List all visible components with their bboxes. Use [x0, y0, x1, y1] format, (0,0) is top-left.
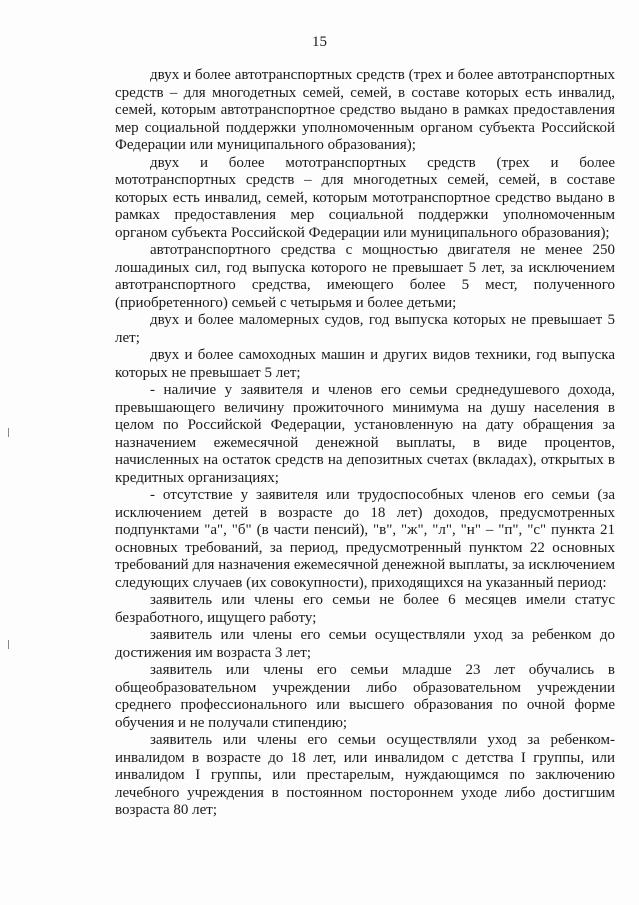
paragraph: - отсутствие у заявителя или трудоспособных членов его семьи (за исключением детей в возрасте до 18 лет) доходов, предусмотренных подпунктами "а", "б" (в части пенсий), "в", "ж", "л", "н" – "п", "с" пункта 21 основных требований, за период, предусмотренный пунктом 22 основных требований для назначения ежемесячной денежной выплаты, за исключением следующих случаев (их совокупности), приходящихся на указанный период:: [115, 487, 615, 591]
paragraph: заявитель или члены его семьи осуществляли уход за ребенком-инвалидом в возрасте до 18 лет, или инвалидом с детства I группы, или инвалидом I группы, или престарелым, нуждающимся по заключению лечебного учреждения в постоянном постороннем уходе либо достигшим возраста 80 лет;: [115, 732, 615, 818]
body-text: [115, 67, 615, 820]
paragraph: автотранспортного средства с мощностью двигателя не менее 250 лошадиных сил, год выпуска которого не превышает 5 лет, за исключением автотранспортного средства, имеющего более 5 мест, полученного (приобретенного) семьей с четырьмя и более детьми;: [115, 242, 615, 311]
paragraph: двух и более автотранспортных средств (трех и более автотранспортных средств – для многодетных семей, семей, в составе которых есть инвалид, семей, которым автотранспортное средство выдано в рамках предоставления мер социальной поддержки уполномоченным органом субъекта Российской Федерации или муниципального образования);: [115, 67, 615, 153]
scan-margin-mark: [8, 640, 9, 649]
paragraph: двух и более маломерных судов, год выпуска которых не превышает 5 лет;: [115, 312, 615, 346]
paragraph: заявитель или члены его семьи младше 23 лет обучались в общеобразовательном учреждении либо образовательном учреждении среднего профессионального или высшего образования по очной форме обучения и не получали стипендию;: [115, 662, 615, 731]
paragraph: двух и более мототранспортных средств (трех и более мототранспортных средств – для многодетных семей, семей, в составе которых есть инвалид, семей, которым мототранспортное средство выдано в рамках предоставления мер социальной поддержки уполномоченным органом субъекта Российской Федерации или муниципального образования);: [115, 154, 615, 241]
scan-margin-mark: [8, 428, 9, 437]
paragraph: двух и более самоходных машин и других видов техники, год выпуска которых не превышает 5 лет;: [115, 347, 615, 381]
paragraph: заявитель или члены его семьи осуществляли уход за ребенком до достижения им возраста 3 лет;: [115, 627, 615, 661]
paragraph: - наличие у заявителя и членов его семьи среднедушевого дохода, превышающего величину прожиточного минимума на душу населения в целом по Российской Федерации, установленную на дату обращения за назначением ежемесячной денежной выплаты, в виде процентов, начисленных на остаток средств на депозитных счетах (вкладах), открытых в кредитных организациях;: [115, 382, 615, 486]
page-number: 15: [312, 34, 327, 50]
paragraph: заявитель или члены его семьи не более 6 месяцев имели статус безработного, ищущего работу;: [115, 592, 615, 626]
